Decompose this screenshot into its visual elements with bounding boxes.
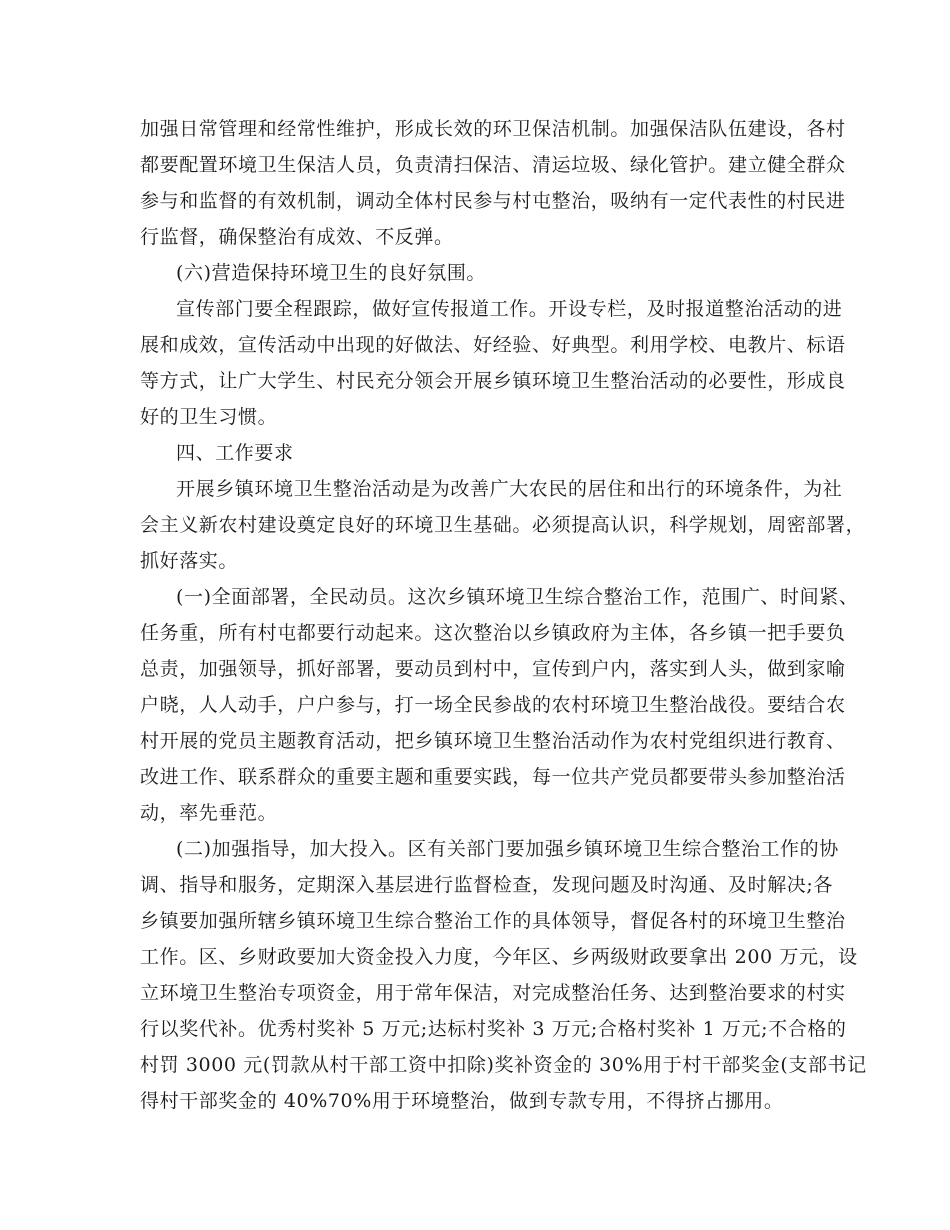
paragraph-line: 得村干部奖金的 40%70%用于环境整治，做到专款专用，不得挤占挪用。 [140,1090,784,1112]
paragraph-line: 户晓，人人动手，户户参与，打一场全民参战的农村环境卫生整治战役。要结合农 [140,694,846,716]
paragraph-line: 加强日常管理和经常性维护，形成长效的环卫保洁机制。加强保洁队伍建设，各村 [140,118,846,140]
paragraph-line: 行以奖代补。优秀村奖补 5 万元;达标村奖补 3 万元;合格村奖补 1 万元;不合格的 [140,1018,847,1040]
paragraph-line: 乡镇要加强所辖乡镇环境卫生综合整治工作的具体领导，督促各村的环境卫生整治 [140,910,846,932]
paragraph-line: 总责，加强领导，抓好部署，要动员到村中，宣传到户内，落实到人头，做到家喻 [140,658,846,680]
paragraph-line: 动，率先垂范。 [140,802,278,824]
section-heading: (六)营造保持环境卫生的良好氛围。 [176,262,487,284]
paragraph-line: 任务重，所有村屯都要行动起来。这次整治以乡镇政府为主体，各乡镇一把手要负 [140,622,846,644]
paragraph-line: 会主义新农村建设奠定良好的环境卫生基础。必须提高认识，科学规划，周密部署， [140,514,866,536]
paragraph-line: 村罚 3000 元(罚款从村干部工资中扣除)奖补资金的 30%用于村干部奖金(支部书记 [140,1054,867,1076]
paragraph-line: 宣传部门要全程跟踪，做好宣传报道工作。开设专栏，及时报道整治活动的进 [176,298,843,320]
paragraph-line: 好的卫生习惯。 [140,406,278,428]
paragraph-line: 工作。区、乡财政要加大资金投入力度，今年区、乡两级财政要拿出 200 万元，设 [140,946,858,968]
paragraph-line: 村开展的党员主题教育活动，把乡镇环境卫生整治活动作为农村党组织进行教育、 [140,730,846,752]
paragraph-line: 等方式，让广大学生、村民充分领会开展乡镇环境卫生整治活动的必要性，形成良 [140,370,846,392]
paragraph-line: 抓好落实。 [140,550,239,572]
paragraph-line: 改进工作、联系群众的重要主题和重要实践，每一位共产党员都要带头参加整治活 [140,766,846,788]
paragraph-line: 都要配置环境卫生保洁人员，负责清扫保洁、清运垃圾、绿化管护。建立健全群众 [140,154,846,176]
paragraph-line: 调、指导和服务，定期深入基层进行监督检查，发现问题及时沟通、及时解决;各 [140,874,834,896]
paragraph-line: 立环境卫生整治专项资金，用于常年保洁，对完成整治任务、达到整治要求的村实 [140,982,846,1004]
section-heading: 四、工作要求 [176,442,294,464]
paragraph-line: 参与和监督的有效机制，调动全体村民参与村屯整治，吸纳有一定代表性的村民进 [140,190,846,212]
paragraph-line: 展和成效，宣传活动中出现的好做法、好经验、好典型。利用学校、电教片、标语 [140,334,846,356]
paragraph-line: (二)加强指导，加大投入。区有关部门要加强乡镇环境卫生综合整治工作的协 [176,838,839,860]
paragraph-line: 行监督，确保整治有成效、不反弹。 [140,226,454,248]
paragraph-line: (一)全面部署，全民动员。这次乡镇环境卫生综合整治工作，范围广、时间紧、 [176,586,859,608]
paragraph-line: 开展乡镇环境卫生整治活动是为改善广大农民的居住和出行的环境条件，为社 [176,478,843,500]
